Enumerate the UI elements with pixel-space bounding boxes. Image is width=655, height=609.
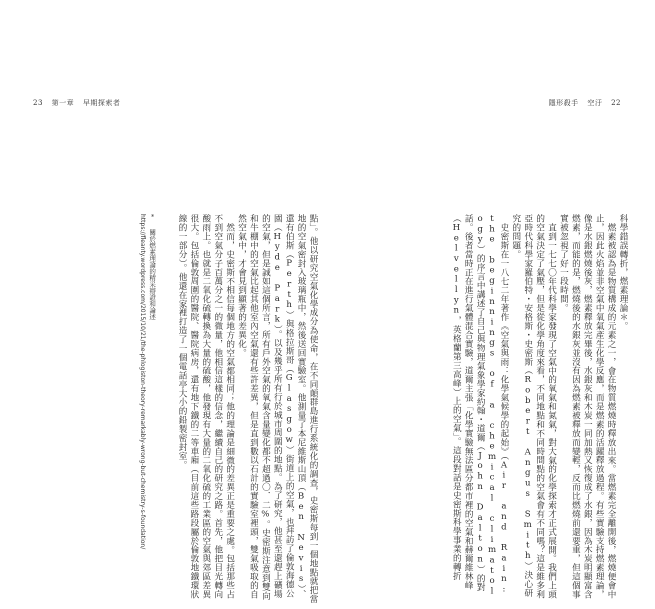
left-page-number: 23 <box>33 99 43 107</box>
chapter-label: 第一章 <box>51 99 75 107</box>
paragraph: 燃素被認為是物質構成的元素之一，會在物質燃燒時釋放出來。當燃素完全離開後，燃燒便會中止，因此火焰並非空氣中氧氣產生化學反應，而是燃素的活躍釋放過程。有些實驗支持燃素理論，像是水銀燃燒後灰，燃素釋放完畢後，水銀灰和木炭一同加熱又恢復成了水銀，因為木炭明顯富含燃素，而能的是，燃燒後的水銀灰並沒有因為燃素被釋放而變輕，反而比燃燒前還要重，但這個事實被忽視了好一段時間。 <box>558 214 617 599</box>
chapter-title: 早期探索者 <box>82 99 121 107</box>
footnote-marker: * <box>149 214 157 221</box>
right-page-number: 22 <box>611 99 621 107</box>
paragraph: 科學錯誤轉折，燃素理論＊。 <box>618 214 628 331</box>
paragraph: 直到一七七〇年代科學家發現了空氣中的氧氣和氮氣，對大氣的化學探索才正式展開。我們上頭的空氣決定了氣壓，但是從化學角度來看，不同地點和不同時間點的空氣會有不同嗎？這是維多利亞時代科學家羅伯特・安格斯・史密斯（Robert Angus Smith）決心研究的問題。 <box>510 214 557 599</box>
column-gap <box>157 214 175 532</box>
right-page-text <box>449 214 628 604</box>
footnote-link[interactable]: https://fleanty.wordpress.com/2015/10/21/the-phlogiston-theory-remarkably-wrong-but-chemistry-s-foundation/ <box>139 214 147 550</box>
book-title: 隱形殺手 <box>548 99 579 107</box>
paragraph: 史密斯在一八七二年著作《空氣與雨：化學氣候學的起始》（Air and Rain: the beginnings of a chemical climatology）的序言中講述了自己與物理氣象學家約翰・道爾（John Dalton）的對話。後者當時正在進行氣體混合實驗，道爾主張「化學實驗無法區分都市裡的空氣和赫爾維林峰（Helvellyn，英格蘭第三高峰）上的空氣」。這段對話是史密斯科學事業的轉折 <box>451 214 509 597</box>
section-title: 空汙 <box>587 99 603 107</box>
paragraph: 點」。他以研究空氣化學成分為使命，在不同顛群島進行系統化的調查，史密斯每到一個地點就把當地的空氣密封入玻璃瓶中，然後送回實驗室。他測量了本尼維斯山頂（Ben Nevis）、還有伯斯（Perth）與格拉斯哥（Glasgow）街道上的空氣，也拜訪了倫敦海德公園（Hyde Park）。以及幾乎所有行於城市周圍的地點。為了研究，他甚至還趕上礦場的空氣，但是誠如這個所言，所有戶外空氣的氧氣含量變化都不超過〇．二%。史密斯注意到雙向和牛棚中的空氣比起其他室內空氣還有些許差異，但是直到數以石計的實驗室裡頭，雙氣吸取的自然空氣中，才會見到顯著的差異化。 <box>236 214 318 604</box>
footnote-text: 關於燃素理論的精采辯證和論述 <box>148 229 157 320</box>
right-page <box>334 92 630 599</box>
right-page-body <box>338 214 628 599</box>
paragraph: 然而，史密斯不相信每個地方的空氣都相同；他的理論是細微的差異正是重要之處。包括那些占不到空氣分子百萬分之一的微量，他相信這樣的信念，繼續自己的研究之路。首先，他把目光轉向酸雨上。也就是二氧化硫轉換為大量的硫酸，他發現有大量的二氧化硫的工業區的空氣與郊區差異很大。包括倫敦周圍的醫院、醫院病房，還有地下鐵的二等車廂（目前這些路段屬於倫敦地鐵環狀線的一部分）。他還在家裡打造了一個電話亭大小的鉛製密封室。 <box>177 214 235 599</box>
left-page-text <box>175 214 318 604</box>
footnote <box>147 214 157 604</box>
left-page <box>26 92 324 604</box>
left-page-body <box>32 214 318 604</box>
